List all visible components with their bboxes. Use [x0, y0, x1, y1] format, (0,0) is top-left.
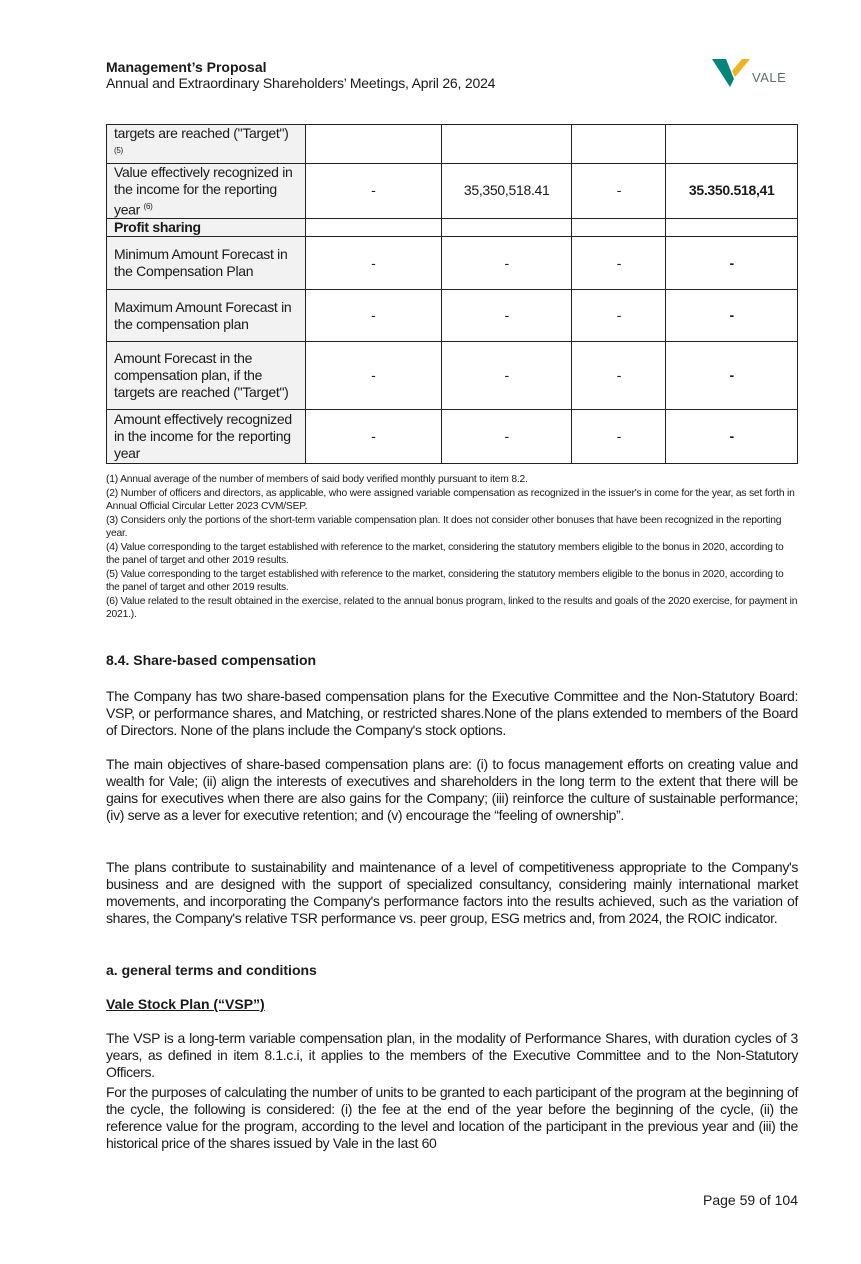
row-label — [107, 219, 306, 237]
paragraph: The main objectives of share-based compensation plans are: (i) to focus management efforts on creating value and wealth for Vale; (ii) align the interests of executives and shareholders in the long term to the extent that there will be gains for executives when there are also gains for the Company; (iii) reinforce the culture of sustainable performance; (iv) serve as a lever for executive retention; and (v) encourage the “feeling of ownership”. — [106, 756, 798, 823]
table-cell: - — [305, 237, 441, 290]
row-label — [107, 237, 306, 290]
row-label — [107, 290, 306, 342]
table-cell: 35,350,518.41 — [441, 163, 572, 219]
table-cell — [305, 125, 441, 164]
row-label-text: targets are reached ("Target") — [114, 125, 289, 141]
table-cell — [666, 125, 798, 164]
footnote: (1) Annual average of the number of members of said body verified monthly pursuant to item 8.2. — [106, 474, 528, 485]
table-cell: - — [441, 237, 572, 290]
table-cell — [441, 125, 572, 164]
header-subtitle: Annual and Extraordinary Shareholders’ Meetings, April 26, 2024 — [106, 75, 496, 91]
table-row — [107, 290, 798, 342]
table-cell — [666, 219, 798, 237]
footnote: (6) Value related to the result obtained in the exercise, related to the annual bonus program, linked to the results and goals of the 2020 exercise, for payment in 2021.). — [106, 595, 798, 620]
table-cell: - — [441, 410, 572, 464]
table-cell: - — [572, 410, 666, 464]
section-heading: 8.4. Share-based compensation — [106, 652, 317, 668]
footnote-ref: (6) — [143, 201, 153, 211]
table-row — [107, 342, 798, 410]
row-label-text: Amount Forecast in the compensation plan, if the targets are reached ("Target") — [114, 350, 289, 401]
row-label-text: Value effectively recognized in the income for the reporting year — [114, 163, 293, 218]
footnote: (3) Considers only the portions of the short-term variable compensation plan. It does not consider other bonuses that have been recognized in the reporting year. — [106, 514, 782, 539]
table-cell: - — [305, 410, 441, 464]
table-cell: - — [572, 163, 666, 219]
table-cell: - — [305, 163, 441, 219]
logo-text: VALE — [752, 70, 787, 85]
paragraph: The plans contribute to sustainability and maintenance of a level of competitiveness appropriate to the Company's business and are designed with the support of specialized consultancy, considering mainly international market movements, and incorporating the Company's performance factors into the results achieved, such as the variation of shares, the Company's relative TSR performance vs. peer group, ESG metrics and, from 2024, the ROIC indicator. — [106, 859, 798, 926]
footnote: (4) Value corresponding to the target established with reference to the market, considering the statutory members eligible to the bonus in 2020, according to the panel of target and other 2019 results. — [106, 541, 784, 566]
paragraph: For the purposes of calculating the number of units to be granted to each participant of the program at the beginning of the cycle, the following is considered: (i) the fee at the end of the year before the beginning of the cycle, (ii) the reference value for the program, according to the level and location of the participant in the previous year and (iii) the historical price of the shares issued by Vale in the last 60 — [106, 1084, 798, 1151]
paragraph: The Company has two share-based compensation plans for the Executive Committee and the Non-Statutory Board: VSP, or performance shares, and Matching, or restricted shares.None of the plans extended to members of the Board of Directors. None of the plans include the Company's stock options. — [106, 688, 798, 738]
table-cell: - — [666, 342, 798, 410]
row-label-text: Maximum Amount Forecast in the compensation plan — [114, 298, 292, 332]
row-label-text: Minimum Amount Forecast in the Compensation Plan — [114, 246, 288, 280]
footnote: (5) Value corresponding to the target established with reference to the market, considering the statutory members eligible to the bonus in 2020, according to the panel of target and other 2019 results. — [106, 568, 784, 593]
vale-logo — [712, 57, 792, 89]
table-cell: - — [305, 290, 441, 342]
table-cell: - — [572, 237, 666, 290]
row-label-text: Amount effectively recognized in the income for the reporting year — [114, 411, 292, 462]
page-header — [106, 59, 798, 91]
table-cell: - — [305, 342, 441, 410]
table-cell: 35.350.518,41 — [666, 163, 798, 219]
table-cell: - — [666, 290, 798, 342]
table-cell: - — [441, 342, 572, 410]
table-cell: - — [666, 237, 798, 290]
table-row — [107, 219, 798, 237]
row-label — [107, 163, 306, 219]
footnote-ref: (5) — [114, 146, 123, 155]
table-cell — [305, 219, 441, 237]
paragraph: The VSP is a long-term variable compensation plan, in the modality of Performance Shares, with duration cycles of 3 years, as defined in item 8.1.c.i, it applies to the members of the Executive Committee and to the Non-Statutory Officers. — [106, 1030, 798, 1080]
table-row — [107, 237, 798, 290]
table-cell: - — [666, 410, 798, 464]
table-row — [107, 125, 798, 164]
footnotes — [106, 473, 798, 622]
row-label — [107, 125, 306, 164]
footnote: (2) Number of officers and directors, as applicable, who were assigned variable compensation as recognized in the issuer's in come for the year, as set forth in Annual Official Circular Letter 2023 CVM/SEP. — [106, 487, 795, 512]
table-cell — [572, 125, 666, 164]
header-title: Management’s Proposal — [106, 59, 267, 75]
compensation-table — [106, 124, 798, 464]
vsp-heading: Vale Stock Plan (“VSP”) — [106, 996, 265, 1012]
row-label — [107, 342, 306, 410]
row-label-text: Profit sharing — [114, 219, 201, 236]
table-cell: - — [572, 342, 666, 410]
table-row — [107, 410, 798, 464]
page-number: Page 59 of 104 — [703, 1192, 798, 1208]
row-label — [107, 410, 306, 464]
table-cell — [441, 219, 572, 237]
table-cell — [572, 219, 666, 237]
table-cell: - — [441, 290, 572, 342]
vale-logo-icon — [712, 57, 752, 87]
table-cell: - — [572, 290, 666, 342]
subheading: a. general terms and conditions — [106, 962, 317, 978]
table-row — [107, 163, 798, 219]
